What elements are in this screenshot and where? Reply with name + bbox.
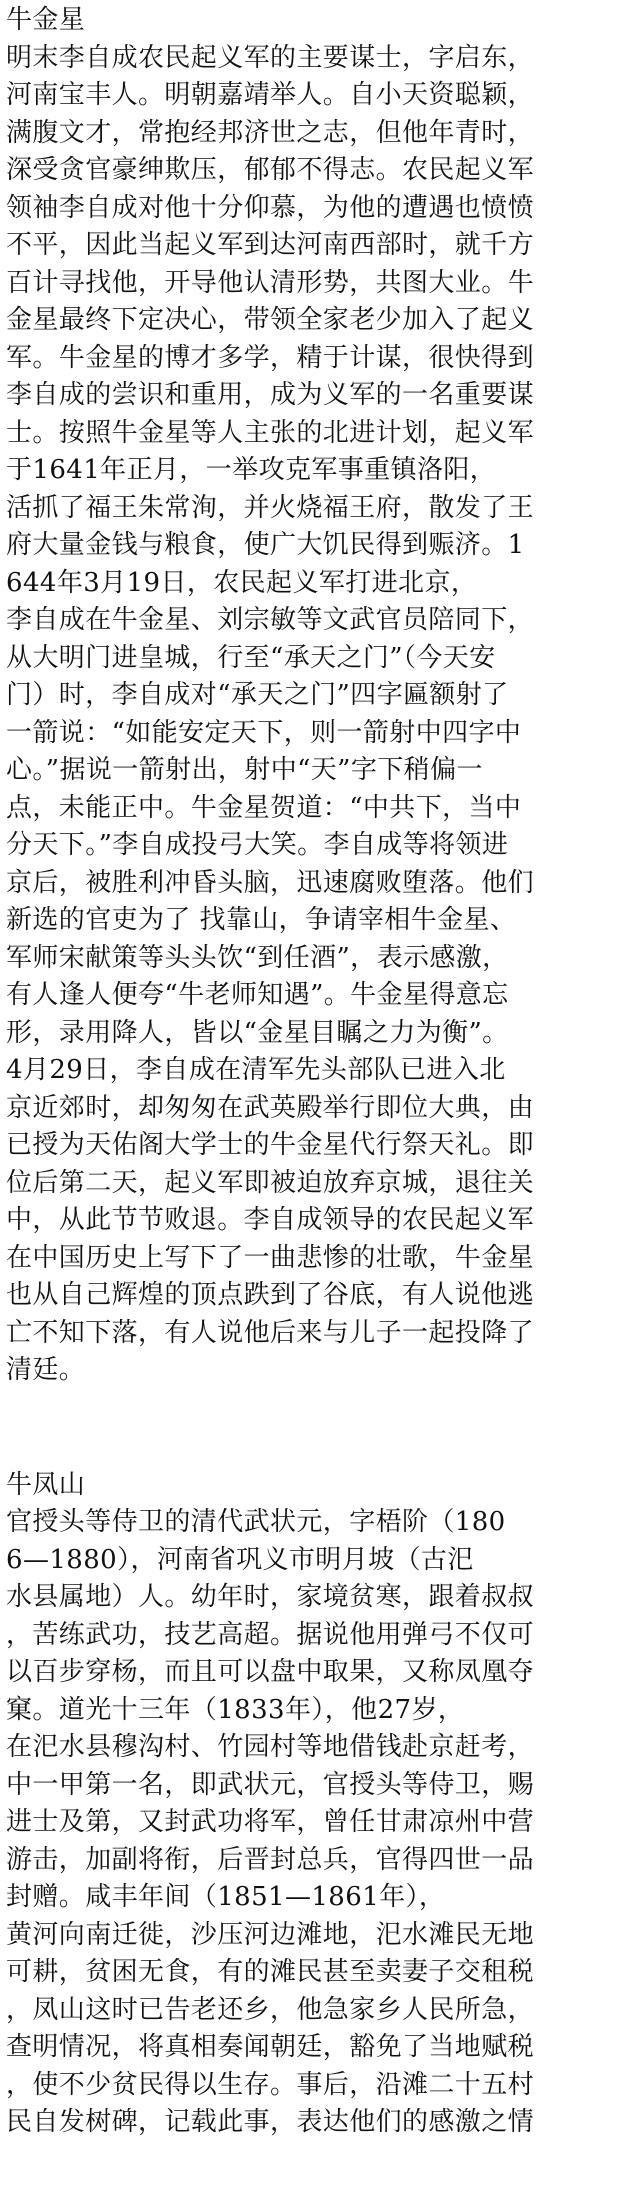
text-line: 点，未能正中。牛金星贺道：“中共下，当中 <box>6 792 522 823</box>
text-line: 水县属地）人。幼年时，家境贫寒，跟着叔叔 <box>6 1582 535 1612</box>
text-line: 李自成在牛金星、刘宗敏等文武官员陪同下， <box>6 605 535 635</box>
text-line: ，苦练武功，技艺高超。据说他用弹弓不仅可 <box>6 1619 535 1650</box>
text-line: 4月29日，李自成在清军先头部队已进入北 <box>6 1055 506 1085</box>
section-spacer <box>6 1390 634 1467</box>
text-line: 不平，因此当起义军到达河南西部时，就千方 <box>6 230 535 260</box>
text-line: 军师宋献策等头头饮“到任酒”，表示感激， <box>6 942 509 973</box>
text-line: 京后，被胜利冲昏头脑，迅速腐败堕落。他们 <box>6 867 535 898</box>
text-line: 以百步穿杨，而且可以盘中取果，又称凤凰夺 <box>6 1657 535 1687</box>
text-line: 领袖李自成对他十分仰慕，为他的遭遇也愤愤 <box>6 192 535 223</box>
text-line: 游击，加副将衔，后晋封总兵，官得四世一品 <box>6 1844 535 1875</box>
text-line: 在汜水县穆沟村、竹园村等地借钱赴京赶考， <box>6 1732 535 1762</box>
text-line: 士。按照牛金星等人主张的北进计划，起义军 <box>6 417 535 448</box>
section-body <box>6 1504 634 2142</box>
text-line: 分天下。”李自成投弓大笑。李自成等将领进 <box>6 830 509 860</box>
text-line: 京近郊时，却匆匆在武英殿举行即位大典，由 <box>6 1092 535 1123</box>
text-line: 从大明门进皇城，行至“承天之门”（今天安 <box>6 642 496 673</box>
text-line: 满腹文才，常抱经邦济世之志，但他年青时， <box>6 117 535 148</box>
biography-section-niu-fengshan <box>6 1467 634 2142</box>
text-line: 可耕，贫困无食，有的滩民甚至卖妻子交租税 <box>6 1957 535 1987</box>
text-line: 清廷。 <box>6 1355 86 1385</box>
text-line: 明末李自成农民起义军的主要谋士，字启东， <box>6 42 535 73</box>
text-line: 军。牛金星的博才多学，精于计谋，很快得到 <box>6 342 535 373</box>
text-line: ，使不少贫民得以生存。事后，沿滩二十五村 <box>6 2069 535 2100</box>
text-line: 封赠。咸丰年间（1851—1861年）， <box>6 1882 446 1912</box>
biography-section-niu-jinxing <box>6 2 634 1390</box>
text-line: 心。”据说一箭射出，射中“天”字下稍偏一 <box>6 755 483 785</box>
section-body <box>6 40 634 1390</box>
text-line: 中一甲第一名，即武状元，官授头等侍卫，赐 <box>6 1769 535 1800</box>
text-line: 中，从此节节败退。李自成领导的农民起义军 <box>6 1205 535 1235</box>
text-line: 深受贪官豪绅欺压，郁郁不得志。农民起义军 <box>6 155 535 185</box>
text-line: 新选的官吏为了 找靠山，争请宰相牛金星、 <box>6 905 517 935</box>
text-line: 已授为天佑阁大学士的牛金星代行祭天礼。即 <box>6 1130 535 1160</box>
text-line: 李自成的尝识和重用，成为义军的一名重要谋 <box>6 380 535 410</box>
text-line: 百计寻找他，开导他认清形势，共图大业。牛 <box>6 267 535 298</box>
text-line: 窠。道光十三年（1833年），他27岁， <box>6 1694 465 1725</box>
text-line: ，凤山这时已告老还乡，他急家乡人民所急， <box>6 1994 535 2025</box>
text-line: 活抓了福王朱常洵，并火烧福王府，散发了王 <box>6 492 535 523</box>
text-line: 一箭说：“如能安定天下，则一箭射中四字中 <box>6 717 522 748</box>
text-line: 府大量金钱与粮食，使广大饥民得到赈济。1 <box>6 530 525 560</box>
text-line: 6—1880），河南省巩义市明月坡（古汜 <box>6 1544 474 1575</box>
text-line: 门）时，李自成对“承天之门”四字匾额射了 <box>6 680 509 710</box>
text-line: 黄河向南迁徙，沙压河边滩地，汜水滩民无地 <box>6 1919 535 1950</box>
section-title: 牛凤山 <box>6 1469 86 1500</box>
text-line: 位后第二天，起义军即被迫放弃京城，退往关 <box>6 1167 535 1198</box>
text-line: 亡不知下落，有人说他后来与儿子一起投降了 <box>6 1317 535 1348</box>
text-line: 查明情况，将真相奏闻朝廷，豁免了当地赋税 <box>6 2032 535 2062</box>
text-line: 民自发树碑，记载此事，表达他们的感激之情 <box>6 2107 535 2137</box>
section-title: 牛金星 <box>6 5 86 35</box>
text-line: 河南宝丰人。明朝嘉靖举人。自小天资聪颖， <box>6 80 535 110</box>
text-line: 在中国历史上写下了一曲悲惨的壮歌，牛金星 <box>6 1242 535 1273</box>
text-line: 644年3月19日，农民起义军打进北京， <box>6 567 478 598</box>
text-line: 有人逢人便夸“牛老师知遇”。牛金星得意忘 <box>6 980 509 1010</box>
text-line: 金星最终下定决心，带领全家老少加入了起义 <box>6 305 535 335</box>
text-line: 官授头等侍卫的清代武状元，字梧阶（180 <box>6 1507 506 1537</box>
text-line: 也从自己辉煌的顶点跌到了谷底，有人说他逃 <box>6 1280 535 1310</box>
text-line: 形，录用降人，皆以“金星目瞩之力为衡”。 <box>6 1017 509 1048</box>
text-line: 于1641年正月，一举攻克军事重镇洛阳， <box>6 455 497 485</box>
text-line: 进士及第，又封武功将军，曾任甘肃凉州中营 <box>6 1807 535 1837</box>
